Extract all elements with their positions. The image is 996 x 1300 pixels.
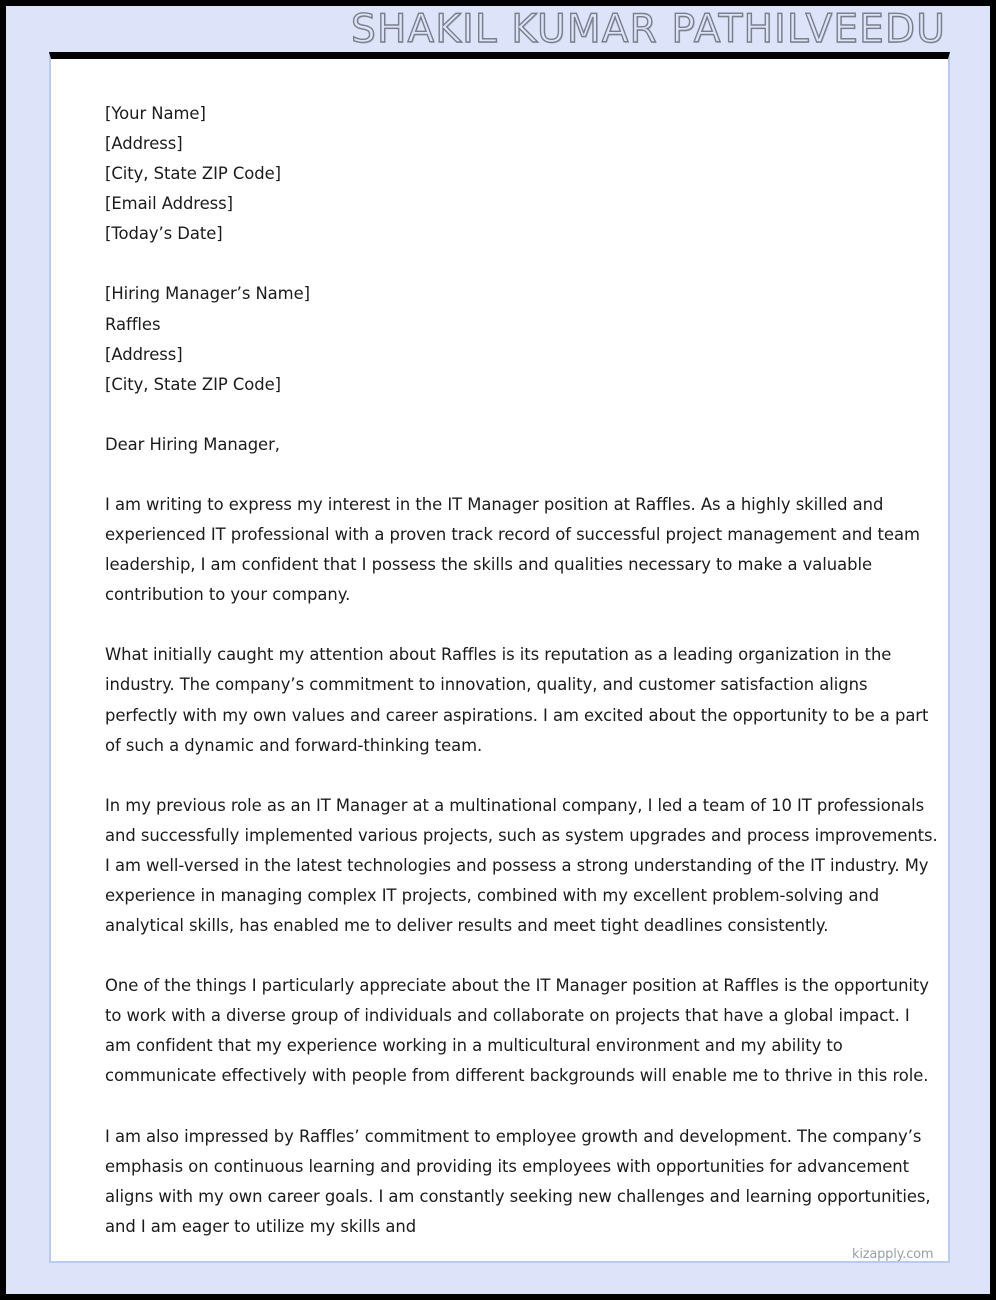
site-watermark: kizapply.com bbox=[852, 1247, 934, 1262]
block-spacer bbox=[105, 941, 938, 971]
body-paragraph: One of the things I particularly appreciate about the IT Manager position at Raffles is the opportunity to work with a diverse group of individuals and collaborate on projects that have a global impact. I am confident that my experience working in a multicultural environment and my ability to communicate effectively with people from different backgrounds will enable me to thrive in this role. bbox=[105, 976, 929, 1086]
body-paragraph: I am also impressed by Raffles’ commitment to employee growth and development. The company’s emphasis on continuous learning and providing its employees with opportunities for advancement aligns with my own career goals. I am constantly seeking new challenges and learning opportunities, and I am eager to utilize my skills and bbox=[105, 1126, 931, 1236]
block-spacer bbox=[105, 761, 938, 791]
recipient-line: [Hiring Manager’s Name] bbox=[105, 284, 310, 304]
block-spacer bbox=[105, 1092, 938, 1122]
page-title: SHAKIL KUMAR PATHILVEEDU bbox=[351, 6, 946, 52]
letter-body bbox=[49, 52, 950, 1242]
sender-line: [Your Name] bbox=[105, 104, 206, 123]
block-spacer bbox=[105, 400, 938, 430]
body-paragraph: What initially caught my attention about Raffles is its reputation as a leading organization in the industry. The company’s commitment to innovation, quality, and customer satisfaction aligns perfectly with my own values and career aspirations. I am excited about the opportunity to be a part of such a dynamic and forward-thinking team. bbox=[105, 645, 929, 755]
recipient-line: Raffles bbox=[105, 314, 161, 334]
body-paragraph: I am writing to express my interest in the IT Manager position at Raffles. As a highly skilled and experienced IT professional with a proven track record of successful project management and team leadership, I am confident that I possess the skills and qualities necessary to make a valuable contribution to your company. bbox=[105, 494, 920, 605]
sender-line: [Today’s Date] bbox=[105, 224, 223, 244]
recipient-line: [City, State ZIP Code] bbox=[105, 374, 281, 394]
salutation: Dear Hiring Manager, bbox=[105, 434, 280, 454]
sender-line: [City, State ZIP Code] bbox=[105, 164, 281, 184]
block-spacer bbox=[105, 460, 938, 490]
recipient-address-block bbox=[105, 279, 938, 399]
block-spacer bbox=[105, 249, 938, 279]
block-spacer bbox=[105, 610, 938, 640]
page-frame bbox=[6, 6, 990, 1294]
sender-line: [Address] bbox=[105, 134, 183, 154]
recipient-line: [Address] bbox=[105, 344, 183, 364]
body-paragraph: In my previous role as an IT Manager at a multinational company, I led a team of 10 IT professionals and successfully implemented various projects, such as system upgrades and process improvements. I am well-versed in the latest technologies and possess a strong understanding of the IT industry. My experience in managing complex IT projects, combined with my excellent problem-solving and analytical skills, has enabled me to deliver results and meet tight deadlines consistently. bbox=[105, 795, 938, 936]
sender-line: [Email Address] bbox=[105, 194, 233, 214]
header-band bbox=[6, 6, 990, 52]
sender-address-block bbox=[105, 99, 938, 249]
